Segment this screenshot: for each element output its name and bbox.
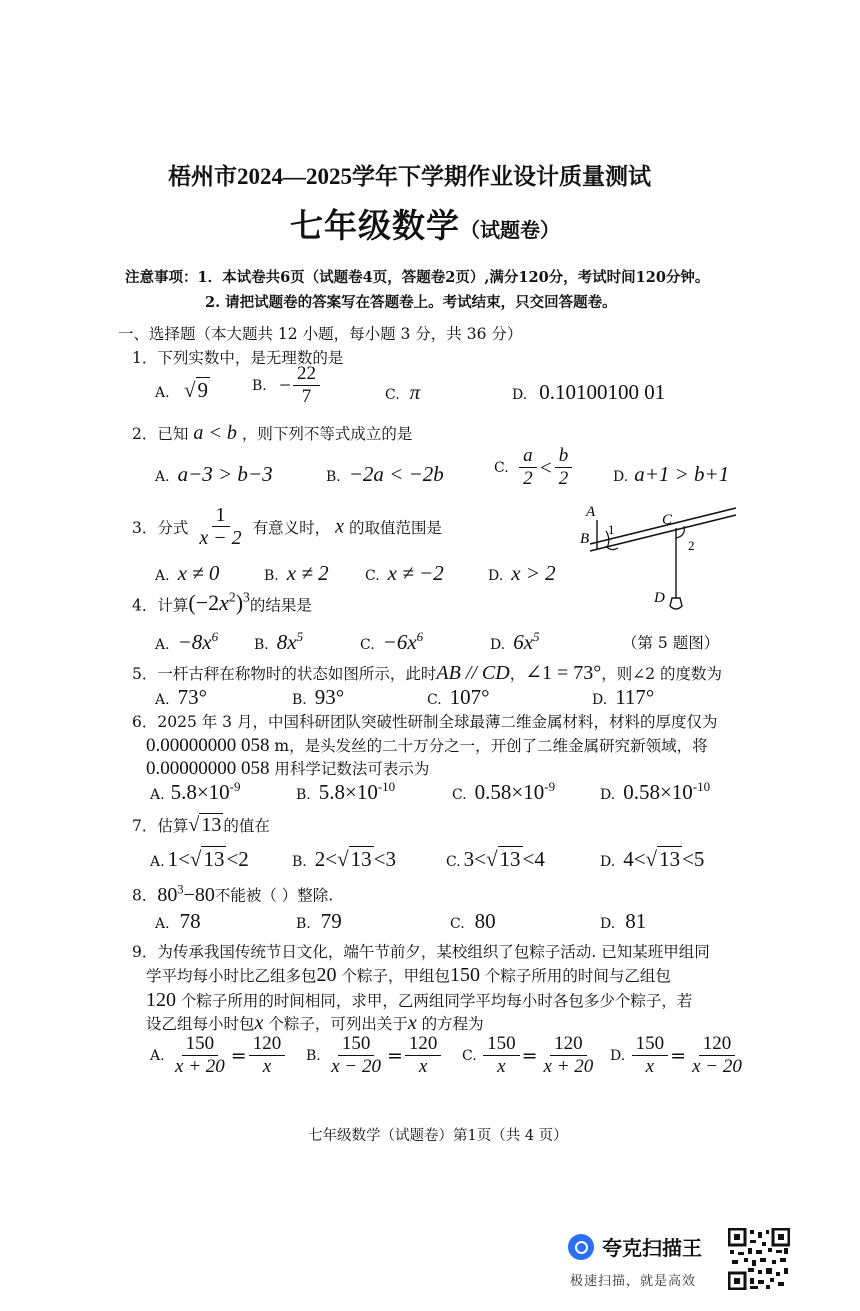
fig-label-c: C [662,512,673,528]
question-6-line-3: 0.00000000 058 用科学记数法可表示为 [146,758,430,779]
q7-option-a: A. 1<√13<2 [150,847,249,871]
question-9-line-1: 9．为传承我国传统节日文化，端午节前夕，某校组织了包粽子活动. 已知某班甲组同 [132,943,710,961]
q9-option-d: D. $\frac{150}{x}$ = $\frac{120}{x - 20}$ [610,1033,742,1077]
q2-option-c: C. $\frac{a}{2}$ < $\frac{b}{2}$ [494,446,574,490]
fig-label-d: D [654,590,665,606]
q8-option-b: B. 79 [296,909,342,933]
fig-label-a: A [586,504,596,520]
question-7-stem: 7．估算√ 13 的值在 [132,814,270,836]
q4-option-b: B. $8x^5$ [254,629,304,654]
question-5-stem: 5．一杆古秤在称物时的状态如图所示，此时AB // CD，∠1 = 73°，则∠2 的度数为 [132,662,723,684]
brand-logo-icon [568,1234,594,1260]
notice-line-2: 2. 请把试题卷的答案写在答题卷上。考试结束，只交回答题卷。 [205,294,617,311]
question-9-line-2: 学平均每小时比乙组多包20 个粽子，甲组包150 个粽子所用的时间与乙组包 [146,964,671,986]
q4-option-c: C. $-6x^6$ [360,629,424,654]
q3-option-b: B. x ≠ 2 [264,561,329,585]
question-1-stem: 1．下列实数中，是无理数的是 [132,349,344,367]
subject-title: 七年级数学（试题卷） [290,206,560,245]
fig-label-b: B [580,531,590,547]
fig-angle-2: 2 [688,538,695,553]
question-6-line-2: 0.00000000 058 m，是头发丝的二十万分之一，开创了二维金属研究新领域，将 [146,735,708,756]
q2-option-b: B. −2a < −2b [326,462,444,486]
q1-option-a: A. √9 [155,378,209,402]
question-9-line-4: 设乙组每小时包x 个粽子，可列出关于x 的方程为 [146,1012,484,1034]
q8-option-d: D. 81 [600,909,647,933]
question-2-stem: 2．已知 a < b ，则下列不等式成立的是 [132,422,413,444]
q4-option-a: A. $-8x^6$ [155,629,219,654]
notice-line-1: 注意事项：1．本试卷共6页（试题卷4页，答题卷2页）,满分120分，考试时间120分钟。 [125,269,710,286]
q1-option-b: B. − $\frac{22}{7}$ [252,364,322,408]
q7-option-d: D. 4<√13<5 [600,847,705,871]
q6-option-b: B. $5.8\times 10^{-10}$ [296,779,396,804]
q2-option-d: D. a+1 > b+1 [613,462,730,486]
page-footer: 七年级数学（试题卷）第1页（共 4 页） [308,1128,568,1144]
q5-option-c: C. 107° [427,685,490,709]
scanner-slogan: 极速扫描，就是高效 [570,1274,697,1289]
question-9-line-3: 120 个粽子所用的时间相同，求甲，乙两组同学平均每小时各包多少个粽子，若 [146,989,693,1011]
q6-option-c: C. $0.58\times 10^{-9}$ [452,779,556,804]
q9-option-a: A. $\frac{150}{x + 20}$ = $\frac{120}{x}$ [150,1034,287,1078]
question-6-line-1: 6．2025 年 3 月，中国科研团队突破性研制全球最薄二维金属材料，材料的厚度仅为 [132,713,718,731]
q9-option-c: C. $\frac{150}{x}$ = $\frac{120}{x + 20}$ [462,1033,594,1077]
fig-angle-1: 1 [608,522,615,537]
q7-option-c: C. 3<√13<4 [446,847,545,871]
q8-option-a: A. 78 [155,909,201,933]
q6-option-a: A. $5.8\times 10^{-9}$ [150,779,241,804]
q3-option-c: C. x ≠ −2 [365,561,444,585]
q3-option-a: A. x ≠ 0 [155,561,220,585]
q1-option-d: D. 0.10100100 01 [512,380,666,404]
q5-option-d: D. 117° [592,685,655,709]
q4-option-d: D. $6x^5$ [490,629,540,654]
qr-code-icon [728,1228,790,1290]
q6-option-d: D. $0.58\times 10^{-10}$ [600,779,711,804]
q5-option-a: A. 73° [155,685,207,709]
question-3-stem: 3．分式 $\frac{1}{x - 2}$ 有意义时， x 的取值范围是 [132,504,443,549]
q7-option-b: B. 2<√13<3 [292,847,396,871]
section-heading: 一、选择题（本大题共 12 小题，每小题 3 分，共 36 分） [118,325,523,343]
q2-option-a: A. a−3 > b−3 [155,462,273,486]
figure-caption: （第 5 题图） [622,634,720,652]
exam-title: 梧州市2024—2025学年下学期作业设计质量测试 [168,163,651,190]
scanner-brand: 夸克扫描王 [568,1232,702,1261]
q9-option-b: B. $\frac{150}{x - 20}$ = $\frac{120}{x}$ [306,1034,443,1078]
q5-option-b: B. 93° [292,685,345,709]
steelyard-figure [578,498,748,628]
question-8-stem: 8．$80^3-80$不能被（ ）整除. [132,882,334,906]
q8-option-c: C. 80 [450,909,496,933]
question-4-stem: 4．计算$(-2x^2)^3$的结果是 [132,590,312,616]
q1-option-c: C. π [385,380,421,404]
q3-option-d: D. x > 2 [488,561,556,585]
